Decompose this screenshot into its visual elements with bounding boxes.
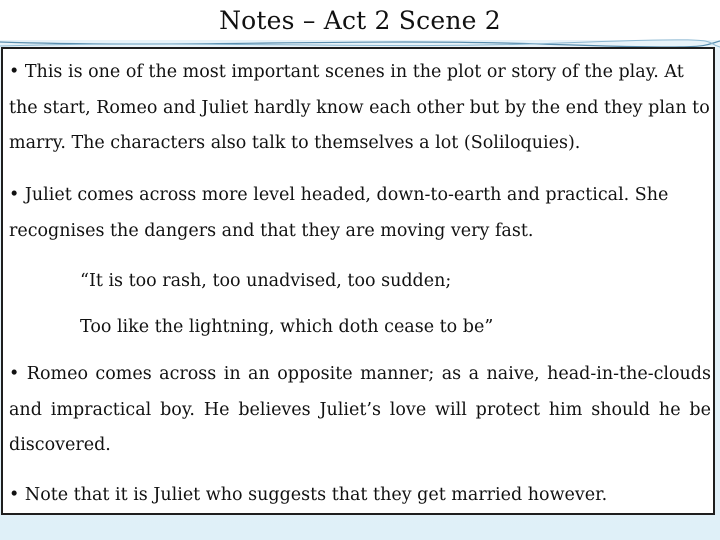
notes-paragraph-1: • This is one of the most important scenes in the plot or story of the play. At the start, Romeo and Juliet hardly know each other but by the end they plan to marry. The characters also talk to themselves a lot (Soliloquies). [9,62,710,153]
quote-line-2: Too like the lightning, which doth cease to be” [80,317,494,337]
notes-paragraph-4: • Note that it is Juliet who suggests that they get married however. [9,485,608,505]
quote-line-1: “It is too rash, too unadvised, too sudden; [80,271,452,291]
notes-content-box [1,47,715,515]
notes-paragraph-2: • Juliet comes across more level headed, down-to-earth and practical. She recognises the dangers and that they are moving very fast. [9,185,669,241]
slide-title: Notes – Act 2 Scene 2 [219,5,501,35]
title-bar [0,0,720,40]
notes-paragraph-3: • Romeo comes across in an opposite manner; as a naive, head-in-the-clouds and impractical boy. He believes Juliet’s love will protect him should he be discovered. [9,364,711,455]
